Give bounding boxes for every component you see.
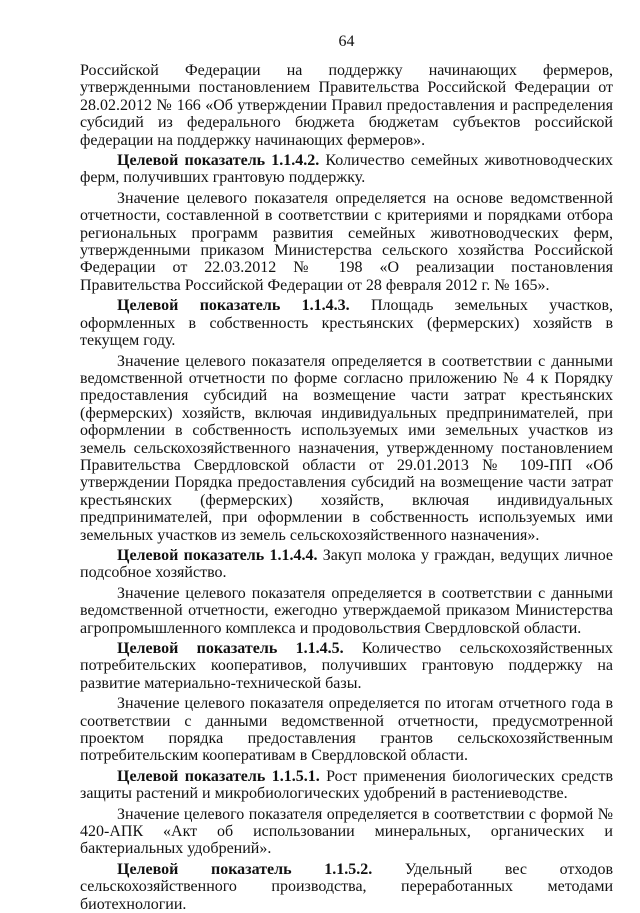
paragraph-text: Значение целевого показателя определяется по итогам отчетного года в соответствии с данными ведомственной отчетности, предусмотренной проектом порядка предоставления грантов сельскохозяйственным потребительским кооперативам в Свердловской области. [80,695,613,765]
page-number: 64 [338,33,355,50]
paragraph-3 [80,190,613,294]
target-indicator-1-1-5-1 [80,768,613,803]
paragraph-1 [80,62,613,149]
indicator-label: Целевой показатель 1.1.5.1. [117,767,320,785]
indicator-text: Площадь земельных участков, оформленных в собственность крестьянских (фермерских) хозяйств в текущем году. [80,297,614,350]
indicator-label: Целевой показатель 1.1.4.2. [117,152,320,170]
indicator-label: Целевой показатель 1.1.4.3. [117,297,350,315]
paragraph-text: Значение целевого показателя определяется в соответствии с формой № 420-АПК «Акт об использовании минеральных, органических и бактериальных удобрений». [80,805,613,858]
target-indicator-1-1-4-2 [80,152,613,187]
target-indicator-1-1-4-3 [80,297,613,349]
indicator-text: Рост применения биологических средств защиты растений и микробиологических удобрений в растениеводстве. [80,767,613,803]
indicator-label: Целевой показатель 1.1.4.5. [117,640,344,657]
paragraph-5 [80,353,613,544]
paragraph-7 [80,585,613,637]
paragraph-text: Значение целевого показателя определяется на основе ведомственной отчетности, составленной в соответствии с критериями и порядками отбора региональных программ развития семейных животноводческих ферм, утвержденными приказом Министерства сельского хозяйства Российской Федерации от 22.03.2012 № 198 «О реализации постановления Правительства Российской Федерации от 28 февраля 2012 г. № 165». [80,189,613,294]
indicator-text: Удельный вес отходов сельскохозяйственного производства, переработанных методами биотехнологии. [80,860,614,913]
target-indicator-1-1-4-5 [80,640,613,692]
indicator-text: Количество семейных животноводческих ферм, получивших грантовую поддержку. [80,152,613,187]
document-page [80,32,613,913]
indicator-label: Целевой показатель 1.1.5.2. [117,860,373,878]
paragraph-text: Значение целевого показателя определяется в соответствии с данными ведомственной отчетности по форме согласно приложению № 4 к Порядку предоставления субсидий на возмещение части затрат крестьянских (фермерских) хозяйств, включая индивидуальных предпринимателей, при оформлении в собственность используемых ими земельных участков из земель сельскохозяйственного назначения, утвержденному постановлением Правительства Свердловской области от 29.01.2013 № 109-ПП «Об утверждении Порядка предоставления субсидий на возмещение части затрат крестьянских (фермерских) хозяйств, включая индивидуальных предпринимателей, при оформлении в собственность используемых ими земельных участков из земель сельскохозяйственного назначения». [80,352,613,544]
paragraph-11 [80,806,613,858]
target-indicator-1-1-4-4 [80,547,613,582]
target-indicator-1-1-5-2 [80,861,613,913]
indicator-text: Количество сельскохозяйственных потребительских кооперативов, получивших грантовую поддержку на развитие материально-технической базы. [80,640,613,692]
paragraph-9 [80,695,613,765]
indicator-label: Целевой показатель 1.1.4.4. [117,546,318,564]
paragraph-text: Российской Федерации на поддержку начинающих фермеров, утвержденными постановлением Правительства Российской Федерации от 28.02.2012 № 166 «Об утверждении Правил предоставления и распределения субсидий из федерального бюджета бюджетам субъектов российской федерации на поддержку начинающих фермеров». [80,62,613,149]
indicator-text: Закуп молока у граждан, ведущих личное подсобное хозяйство. [80,546,614,582]
paragraph-text: Значение целевого показателя определяется в соответствии с данными ведомственной отчетности, ежегодно утверждаемой приказом Министерства агропромышленного комплекса и продовольствия Свердловской области. [80,584,613,637]
